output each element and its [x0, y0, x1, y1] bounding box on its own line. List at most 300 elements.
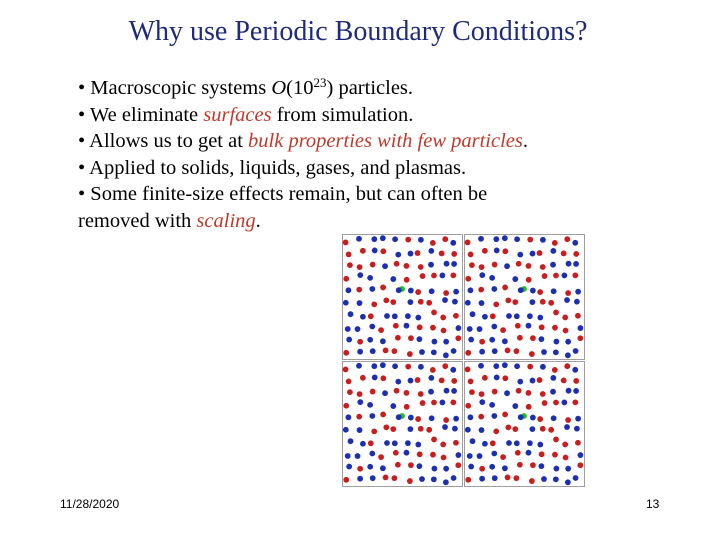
- particle: [478, 236, 484, 242]
- particle: [415, 377, 421, 383]
- particle: [380, 465, 386, 471]
- particle: [390, 276, 396, 282]
- particle: [443, 417, 449, 423]
- particle: [553, 476, 559, 482]
- particle: [540, 391, 546, 397]
- particle: [565, 352, 571, 358]
- particle: [479, 349, 485, 355]
- particle: [575, 416, 581, 422]
- particle: [380, 285, 386, 291]
- particle: [343, 300, 349, 306]
- particle: [369, 324, 375, 330]
- particle: [408, 462, 414, 468]
- particle: [357, 466, 363, 472]
- particle: [391, 475, 397, 481]
- particle: [404, 263, 410, 269]
- particle: [407, 478, 413, 484]
- particle: [493, 236, 499, 242]
- particle: [343, 367, 349, 373]
- particle: [382, 263, 388, 269]
- particle: [530, 251, 536, 257]
- particle: [517, 379, 523, 385]
- particle: [515, 323, 521, 329]
- particle: [430, 240, 436, 246]
- particle: [355, 326, 361, 332]
- particle: [357, 272, 363, 278]
- particle: [512, 276, 518, 282]
- particle: [492, 475, 498, 481]
- particle: [417, 324, 423, 330]
- particle: [514, 313, 520, 319]
- bullet-surfaces: • We eliminate surfaces from simulation.: [78, 103, 414, 126]
- particle: [548, 300, 554, 306]
- particle: [500, 454, 506, 460]
- particle: [527, 364, 533, 370]
- particle: [346, 252, 352, 258]
- particle: [392, 363, 398, 369]
- particle: [505, 424, 511, 430]
- bullet-scaling: removed with scaling.: [78, 209, 261, 232]
- particle: [565, 479, 571, 485]
- particle: [541, 349, 547, 355]
- particle: [431, 437, 437, 443]
- particle: [512, 403, 518, 409]
- particle: [548, 427, 554, 433]
- particle: [479, 427, 485, 433]
- particle: [443, 466, 449, 472]
- particle: [440, 315, 446, 321]
- particle: [552, 367, 558, 373]
- particle: [404, 404, 410, 410]
- particle: [527, 440, 533, 446]
- particle: [371, 363, 377, 369]
- particle: [526, 323, 532, 329]
- particle: [440, 442, 446, 448]
- particle: [552, 452, 558, 458]
- particle: [443, 479, 449, 485]
- particle: [452, 426, 458, 432]
- particle: [491, 286, 497, 292]
- particle: [357, 427, 363, 433]
- particle: [431, 349, 437, 355]
- particle: [504, 263, 510, 269]
- particle: [367, 337, 373, 343]
- particle: [468, 464, 474, 470]
- particle: [537, 315, 543, 321]
- particle: [512, 426, 518, 432]
- particle: [529, 299, 535, 305]
- particle: [506, 313, 512, 319]
- particle: [477, 453, 483, 459]
- particle: [465, 276, 471, 282]
- particle: [502, 375, 508, 381]
- particle: [441, 328, 447, 334]
- slide-title: Why use Periodic Boundary Conditions?: [128, 16, 588, 47]
- particle: [527, 313, 533, 319]
- particle: [565, 466, 571, 472]
- particle: [451, 251, 457, 257]
- particle: [442, 297, 448, 303]
- particle: [562, 315, 568, 321]
- particle: [380, 338, 386, 344]
- particle: [479, 399, 485, 405]
- particle: [490, 440, 496, 446]
- particle: [573, 251, 579, 257]
- particle: [465, 300, 471, 306]
- particle: [418, 426, 424, 432]
- particle: [564, 236, 570, 242]
- particle: [415, 250, 421, 256]
- particle: [540, 426, 546, 432]
- particle: [518, 287, 524, 293]
- particle: [383, 348, 389, 354]
- particle: [502, 285, 508, 291]
- particle: [550, 389, 556, 395]
- particle: [428, 375, 434, 381]
- particle: [371, 301, 377, 307]
- particle: [357, 399, 363, 405]
- particle: [494, 248, 500, 254]
- particle: [491, 324, 497, 330]
- particle: [456, 452, 462, 458]
- particle: [489, 402, 495, 408]
- particle: [404, 390, 410, 396]
- particle: [444, 388, 450, 394]
- particle: [442, 363, 448, 369]
- particle: [380, 375, 386, 381]
- particle: [578, 325, 584, 331]
- particle: [392, 313, 398, 319]
- particle: [518, 414, 524, 420]
- footer-date: 11/28/2020: [60, 497, 120, 511]
- particle: [357, 349, 363, 355]
- particle: [530, 462, 536, 468]
- particle: [404, 450, 410, 456]
- particle: [404, 323, 410, 329]
- particle: [493, 363, 499, 369]
- particle: [517, 252, 523, 258]
- particle: [467, 326, 473, 332]
- particle: [513, 348, 519, 354]
- particle: [468, 252, 474, 258]
- particle: [357, 476, 363, 482]
- particle: [418, 364, 424, 370]
- particle: [384, 313, 390, 319]
- particle: [564, 363, 570, 369]
- particle: [538, 336, 544, 342]
- particle: [369, 451, 375, 457]
- particle: [418, 237, 424, 243]
- particle: [415, 315, 421, 321]
- particle: [572, 399, 578, 405]
- particle: [526, 404, 532, 410]
- particle: [530, 335, 536, 341]
- particle: [450, 367, 456, 373]
- particle: [357, 339, 363, 345]
- particle: [526, 450, 532, 456]
- particle: [378, 327, 384, 333]
- particle: [482, 248, 488, 254]
- particle: [408, 288, 414, 294]
- particle: [370, 475, 376, 481]
- particle: [360, 314, 366, 320]
- particle: [575, 313, 581, 319]
- particle: [505, 475, 511, 481]
- particle: [372, 375, 378, 381]
- particle: [468, 379, 474, 385]
- particle: [451, 388, 457, 394]
- particle: [517, 462, 523, 468]
- particle: [429, 288, 435, 294]
- particle: [527, 237, 533, 243]
- particle: [345, 453, 351, 459]
- particle: [343, 350, 349, 356]
- particle: [451, 378, 457, 384]
- particle: [405, 364, 411, 370]
- particle: [554, 339, 560, 345]
- particle: [479, 272, 485, 278]
- particle: [553, 273, 559, 279]
- particle: [479, 466, 485, 472]
- particle: [430, 325, 436, 331]
- particle: [540, 299, 546, 305]
- particle: [392, 440, 398, 446]
- particle: [356, 236, 362, 242]
- particle: [357, 391, 363, 397]
- particle: [395, 379, 401, 385]
- particle: [408, 415, 414, 421]
- particle: [550, 375, 556, 381]
- particle: [573, 261, 579, 267]
- particle: [529, 351, 535, 357]
- particle: [394, 261, 400, 267]
- particle: [469, 389, 475, 395]
- particle: [395, 335, 401, 341]
- particle: [430, 452, 436, 458]
- particle: [494, 375, 500, 381]
- particle: [565, 417, 571, 423]
- particle: [575, 440, 581, 446]
- particle: [348, 311, 354, 317]
- particle: [378, 454, 384, 460]
- page-number: 13: [646, 497, 660, 511]
- particle: [394, 388, 400, 394]
- particle: [357, 264, 363, 270]
- particle: [573, 378, 579, 384]
- particle: [514, 236, 520, 242]
- particle: [395, 462, 401, 468]
- particle: [553, 310, 559, 316]
- particle: [465, 350, 471, 356]
- particle: [343, 427, 349, 433]
- particle: [502, 338, 508, 344]
- particle: [390, 299, 396, 305]
- particle: [502, 362, 508, 368]
- particle: [539, 451, 545, 457]
- particle: [456, 325, 462, 331]
- particle: [453, 289, 459, 295]
- particle: [356, 363, 362, 369]
- particle: [566, 261, 572, 267]
- particle: [343, 403, 349, 409]
- particle: [550, 248, 556, 254]
- particle: [573, 388, 579, 394]
- particle: [562, 442, 568, 448]
- particle: [380, 248, 386, 254]
- particle: [537, 377, 543, 383]
- particle: [371, 236, 377, 242]
- particle: [395, 252, 401, 258]
- particle: [530, 288, 536, 294]
- particle: [426, 300, 432, 306]
- bullet-macroscopic: • Macroscopic systems $O(10^{23})$ particles.: [78, 75, 414, 99]
- particle: [479, 391, 485, 397]
- particle: [405, 313, 411, 319]
- particle: [572, 367, 578, 373]
- particle: [553, 400, 559, 406]
- particle: [382, 390, 388, 396]
- particle: [420, 273, 426, 279]
- particle: [343, 477, 349, 483]
- particle: [432, 466, 438, 472]
- particle: [540, 237, 546, 243]
- particle: [526, 390, 532, 396]
- particle: [452, 299, 458, 305]
- particle: [530, 415, 536, 421]
- particle: [470, 438, 476, 444]
- particle: [565, 290, 571, 296]
- particle: [368, 313, 374, 319]
- particle: [578, 452, 584, 458]
- particle: [515, 450, 521, 456]
- particle: [443, 339, 449, 345]
- particle: [431, 400, 437, 406]
- particle: [542, 400, 548, 406]
- particle: [517, 335, 523, 341]
- particle: [479, 300, 485, 306]
- particle: [380, 235, 386, 241]
- particle: [418, 264, 424, 270]
- particle: [565, 339, 571, 345]
- particle: [390, 403, 396, 409]
- particle: [479, 339, 485, 345]
- particle: [455, 462, 461, 468]
- periodic-cells-image: [342, 234, 586, 488]
- particle: [370, 389, 376, 395]
- particle: [346, 287, 352, 293]
- particle: [492, 389, 498, 395]
- particle: [391, 348, 397, 354]
- particle: [347, 262, 353, 268]
- particle: [573, 348, 579, 354]
- particle: [468, 414, 474, 420]
- particle: [577, 335, 583, 341]
- particle: [574, 299, 580, 305]
- particle: [408, 251, 414, 257]
- particle: [477, 326, 483, 332]
- particle: [443, 290, 449, 296]
- particle: [465, 477, 471, 483]
- particle: [577, 462, 583, 468]
- particle: [493, 301, 499, 307]
- particle: [529, 478, 535, 484]
- particle: [345, 326, 351, 332]
- particle: [369, 413, 375, 419]
- particle: [575, 289, 581, 295]
- particle: [564, 297, 570, 303]
- particle: [541, 476, 547, 482]
- particle: [529, 426, 535, 432]
- particle: [502, 465, 508, 471]
- particle: [367, 464, 373, 470]
- particle: [482, 314, 488, 320]
- particle: [514, 363, 520, 369]
- particle: [450, 240, 456, 246]
- particle: [453, 313, 459, 319]
- particle: [479, 264, 485, 270]
- particle: [404, 277, 410, 283]
- particle: [537, 442, 543, 448]
- particle: [419, 476, 425, 482]
- particle: [552, 240, 558, 246]
- particle: [360, 248, 366, 254]
- particle: [489, 464, 495, 470]
- particle: [482, 441, 488, 447]
- particle: [367, 402, 373, 408]
- particle: [432, 339, 438, 345]
- particle: [538, 463, 544, 469]
- particle: [453, 416, 459, 422]
- particle: [561, 250, 567, 256]
- particle: [346, 379, 352, 385]
- particle: [439, 250, 445, 256]
- particle: [380, 362, 386, 368]
- particle: [526, 277, 532, 283]
- bullet-finite-size: • Some finite-size effects remain, but can often be: [78, 183, 488, 205]
- particle: [390, 426, 396, 432]
- particle: [561, 377, 567, 383]
- particle: [443, 352, 449, 358]
- particle: [540, 364, 546, 370]
- particle: [372, 248, 378, 254]
- particle: [491, 413, 497, 419]
- particle: [428, 262, 434, 268]
- particle: [563, 328, 569, 334]
- particle: [479, 476, 485, 482]
- particle: [405, 440, 411, 446]
- particle: [343, 240, 349, 246]
- particle: [502, 235, 508, 241]
- particle: [360, 375, 366, 381]
- particle: [505, 348, 511, 354]
- particle: [415, 289, 421, 295]
- particle: [465, 403, 471, 409]
- particle: [492, 348, 498, 354]
- particle: [370, 262, 376, 268]
- particle: [346, 414, 352, 420]
- particle: [415, 442, 421, 448]
- particle: [431, 310, 437, 316]
- particle: [502, 248, 508, 254]
- particle: [553, 349, 559, 355]
- particle: [356, 287, 362, 293]
- particle: [551, 415, 557, 421]
- particle: [572, 240, 578, 246]
- particle: [418, 391, 424, 397]
- particle: [417, 451, 423, 457]
- particle: [431, 273, 437, 279]
- particle: [393, 323, 399, 329]
